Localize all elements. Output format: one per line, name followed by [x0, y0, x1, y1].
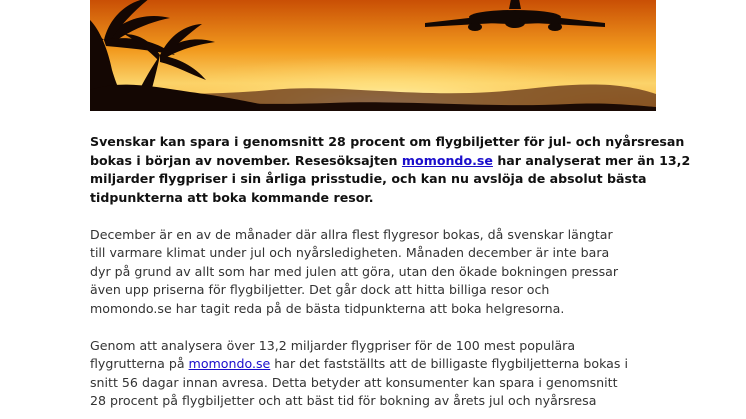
- paragraph-december: [90, 226, 656, 319]
- hero-image: [90, 0, 656, 111]
- lead-line: [90, 152, 691, 171]
- lead-line: tidpunkterna att boka kommande resor.: [90, 189, 374, 205]
- momondo-link[interactable]: momondo.se: [401, 152, 493, 168]
- lead-line: Svenskar kan spara i genomsnitt 28 procent om flygbiljetter för jul- och nyårsresan: [90, 134, 685, 149]
- lead-line: miljarder flygpriser i sin årliga prisstudie, och kan nu avslöja de absolut bästa: [90, 171, 647, 186]
- body-line: till varmare klimat under jul och nyårsledigheten. Månaden december är inte bara: [90, 245, 610, 260]
- body-line: Genom att analysera över 13,2 miljarder flygpriser för de 100 mest populära: [90, 337, 576, 353]
- body-line: dyr på grund av allt som har med julen att göra, utan den ökade bokningen pressar: [90, 263, 619, 279]
- body-line: momondo.se har tagit reda på de bästa tidpunkterna att boka helgresorna.: [90, 300, 565, 316]
- sunset-airplane-illustration: [90, 0, 656, 111]
- paragraph-analysis: [90, 337, 656, 411]
- body-text: har det fastställts att de billigaste flygbiljetterna bokas i: [270, 356, 628, 371]
- paragraph-gap: [90, 318, 656, 337]
- paragraph-gap: [90, 207, 656, 226]
- article-body: [90, 133, 691, 411]
- body-line: även upp priserna för flygbiljetter. Det går dock att hitta billiga resor och: [90, 282, 550, 297]
- momondo-link[interactable]: momondo.se: [188, 356, 271, 371]
- lead-paragraph: [90, 133, 691, 207]
- body-line: December är en av de månader där allra flest flygresor bokas, då svenskar längtar: [90, 226, 613, 242]
- lead-text: har analyserat mer än 13,2: [492, 152, 691, 168]
- body-line: [90, 355, 656, 374]
- body-line: snitt 56 dagar innan avresa. Detta betyder att konsumenter kan spara i genomsnitt: [90, 374, 618, 390]
- body-line: 28 procent på flygbiljetter och att bäst tid för bokning av årets jul och nyårsresa: [90, 393, 597, 408]
- body-text: flygrutterna på: [90, 356, 189, 371]
- lead-text: bokas i början av november. Resesöksajten: [90, 152, 402, 168]
